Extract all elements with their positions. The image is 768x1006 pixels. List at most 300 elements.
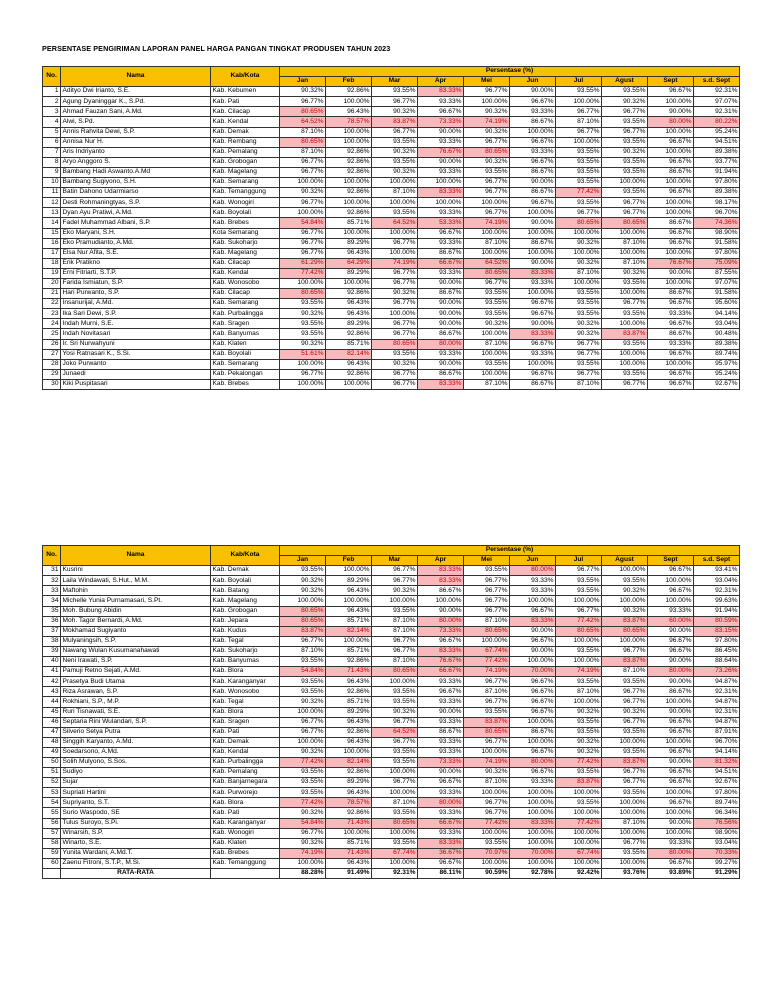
month-percent: 78.57%	[326, 117, 372, 127]
kab-kota: Kab. Cilacap	[211, 258, 280, 268]
month-percent: 96.77%	[280, 828, 326, 838]
month-percent: 96.67%	[648, 717, 694, 727]
month-percent: 100.00%	[556, 248, 602, 258]
month-percent: 96.77%	[556, 107, 602, 117]
month-percent: 96.67%	[510, 309, 556, 319]
month-percent: 89.29%	[326, 576, 372, 586]
month-percent: 93.55%	[556, 717, 602, 727]
table-row	[43, 828, 740, 838]
month-percent: 80.65%	[280, 606, 326, 616]
month-percent: 90.32%	[556, 319, 602, 329]
month-percent: 96.43%	[326, 586, 372, 596]
person-name: Neni Irawati, S.P.	[61, 657, 211, 667]
month-percent: 93.55%	[372, 137, 418, 147]
table-row	[43, 626, 740, 636]
month-percent: 93.33%	[418, 677, 464, 687]
person-name: Aris Indriyanto	[61, 147, 211, 157]
cumulative-percent: 91.58%	[694, 238, 740, 248]
month-percent: 100.00%	[648, 808, 694, 818]
row-number: 31	[43, 566, 61, 576]
cumulative-percent: 94.51%	[694, 768, 740, 778]
month-percent: 87.10%	[372, 798, 418, 808]
kab-kota: Kab. Sragen	[211, 319, 280, 329]
month-percent: 96.67%	[510, 157, 556, 167]
month-percent: 100.00%	[556, 278, 602, 288]
month-percent: 100.00%	[510, 596, 556, 606]
month-percent: 96.77%	[280, 238, 326, 248]
month-percent: 86.67%	[648, 289, 694, 299]
table-row	[43, 208, 740, 218]
cumulative-percent: 98.17%	[694, 198, 740, 208]
month-percent: 100.00%	[326, 178, 372, 188]
month-percent: 86.67%	[648, 167, 694, 177]
month-percent: 96.77%	[372, 299, 418, 309]
table-row	[43, 268, 740, 278]
month-percent: 100.00%	[648, 178, 694, 188]
month-percent: 64.52%	[372, 727, 418, 737]
col-month-header: s.d. Sept	[694, 556, 740, 566]
month-percent: 83.33%	[418, 566, 464, 576]
month-percent: 100.00%	[326, 747, 372, 757]
month-percent: 90.00%	[418, 157, 464, 167]
month-percent: 100.00%	[556, 788, 602, 798]
month-percent: 90.00%	[510, 178, 556, 188]
month-percent: 96.67%	[418, 107, 464, 117]
month-percent: 96.43%	[326, 309, 372, 319]
table-row	[43, 369, 740, 379]
month-percent: 100.00%	[602, 566, 648, 576]
month-percent: 96.77%	[464, 737, 510, 747]
month-percent: 90.32%	[280, 339, 326, 349]
col-month-header: Feb	[326, 77, 372, 87]
month-percent: 93.55%	[602, 677, 648, 687]
month-percent: 100.00%	[326, 137, 372, 147]
month-percent: 96.67%	[648, 87, 694, 97]
month-percent: 87.10%	[464, 339, 510, 349]
month-percent: 100.00%	[510, 208, 556, 218]
kab-kota: Kab. Kendal	[211, 117, 280, 127]
row-number: 3	[43, 107, 61, 117]
month-percent: 93.55%	[280, 778, 326, 788]
month-percent: 93.55%	[372, 87, 418, 97]
cumulative-percent: 90.48%	[694, 329, 740, 339]
month-percent: 100.00%	[372, 178, 418, 188]
month-percent: 100.00%	[556, 228, 602, 238]
month-percent: 100.00%	[648, 97, 694, 107]
row-number: 17	[43, 248, 61, 258]
cumulative-percent: 98.90%	[694, 228, 740, 238]
cumulative-percent: 74.36%	[694, 218, 740, 228]
person-name: Riza Asrawan, S.P.	[61, 687, 211, 697]
cumulative-percent: 89.38%	[694, 188, 740, 198]
month-percent: 96.77%	[464, 178, 510, 188]
col-month-header: Jan	[280, 556, 326, 566]
row-number: 7	[43, 147, 61, 157]
month-percent: 96.77%	[464, 596, 510, 606]
table-row	[43, 299, 740, 309]
month-percent: 96.67%	[648, 137, 694, 147]
month-percent: 87.10%	[464, 616, 510, 626]
month-percent: 96.77%	[372, 97, 418, 107]
kab-kota: Kab. Pati	[211, 808, 280, 818]
kab-kota: Kab. Demak	[211, 566, 280, 576]
month-percent: 87.10%	[372, 657, 418, 667]
month-percent: 90.32%	[464, 127, 510, 137]
month-percent: 87.10%	[602, 667, 648, 677]
month-percent: 73.33%	[418, 626, 464, 636]
month-percent: 96.77%	[372, 329, 418, 339]
month-percent: 100.00%	[556, 657, 602, 667]
month-percent: 90.00%	[510, 218, 556, 228]
month-percent: 100.00%	[602, 248, 648, 258]
person-name: Aryo Anggoro S.	[61, 157, 211, 167]
table-row	[43, 97, 740, 107]
month-percent: 93.55%	[602, 157, 648, 167]
col-month-header: Jun	[510, 77, 556, 87]
cumulative-percent: 88.64%	[694, 657, 740, 667]
month-percent: 93.55%	[464, 359, 510, 369]
row-number: 60	[43, 858, 61, 868]
month-percent: 93.55%	[602, 369, 648, 379]
month-percent: 93.55%	[556, 646, 602, 656]
month-percent: 100.00%	[510, 798, 556, 808]
month-percent: 96.67%	[648, 747, 694, 757]
table-row	[43, 238, 740, 248]
table-row	[43, 798, 740, 808]
kab-kota: Kab. Blora	[211, 707, 280, 717]
month-percent: 100.00%	[464, 228, 510, 238]
month-percent: 100.00%	[280, 278, 326, 288]
month-percent: 89.29%	[326, 238, 372, 248]
month-percent: 100.00%	[556, 697, 602, 707]
row-number: 33	[43, 586, 61, 596]
kab-kota: Kab. Kendal	[211, 268, 280, 278]
kab-kota: Kab. Wonogiri	[211, 198, 280, 208]
col-month-header: Sept	[648, 556, 694, 566]
cumulative-percent: 91.94%	[694, 167, 740, 177]
month-percent: 100.00%	[602, 319, 648, 329]
month-percent: 96.77%	[602, 299, 648, 309]
cumulative-percent: 93.04%	[694, 319, 740, 329]
person-name: Silverio Setya Putra	[61, 727, 211, 737]
kab-kota: Kab. Boyolali	[211, 576, 280, 586]
month-percent: 100.00%	[418, 178, 464, 188]
kab-kota: Kab. Kendal	[211, 747, 280, 757]
kab-kota: Kab. Cilacap	[211, 289, 280, 299]
month-percent: 100.00%	[602, 798, 648, 808]
row-number: 22	[43, 299, 61, 309]
cumulative-percent: 92.31%	[694, 107, 740, 117]
month-percent: 96.77%	[372, 238, 418, 248]
month-percent: 80.65%	[280, 107, 326, 117]
month-percent: 93.55%	[280, 788, 326, 798]
month-percent: 96.77%	[280, 157, 326, 167]
month-percent: 100.00%	[556, 838, 602, 848]
row-number: 47	[43, 727, 61, 737]
cumulative-percent: 96.70%	[694, 208, 740, 218]
person-name: Hari Purwanto, S.P.	[61, 289, 211, 299]
table-row	[43, 379, 740, 389]
month-percent: 54.84%	[280, 218, 326, 228]
person-name: Winarsih, S.P.	[61, 828, 211, 838]
col-month-header: Jul	[556, 77, 602, 87]
person-name: Surio Waspodo, SE	[61, 808, 211, 818]
table-row	[43, 788, 740, 798]
month-percent: 74.19%	[464, 667, 510, 677]
month-percent: 83.33%	[510, 616, 556, 626]
row-number: 29	[43, 369, 61, 379]
month-percent: 96.77%	[464, 87, 510, 97]
month-percent: 74.19%	[280, 848, 326, 858]
row-number: 14	[43, 218, 61, 228]
kab-kota: Kab. Pemalang	[211, 768, 280, 778]
month-percent: 93.55%	[280, 329, 326, 339]
month-percent: 93.55%	[556, 178, 602, 188]
month-percent: 89.29%	[326, 319, 372, 329]
month-percent: 96.77%	[464, 808, 510, 818]
row-number: 10	[43, 178, 61, 188]
kab-kota: Kab. Wonosobo	[211, 278, 280, 288]
month-percent: 87.10%	[464, 379, 510, 389]
month-percent: 92.86%	[326, 727, 372, 737]
cumulative-percent: 92.67%	[694, 379, 740, 389]
month-percent: 93.55%	[556, 586, 602, 596]
month-percent: 86.67%	[418, 369, 464, 379]
table-row	[43, 349, 740, 359]
kab-kota: Kota Semarang	[211, 228, 280, 238]
month-percent: 90.32%	[602, 268, 648, 278]
month-percent: 96.67%	[510, 768, 556, 778]
row-number: 57	[43, 828, 61, 838]
month-percent: 96.77%	[556, 349, 602, 359]
kab-kota: Kab. Wonosobo	[211, 687, 280, 697]
month-percent: 100.00%	[372, 309, 418, 319]
person-name: Joko Purwanto	[61, 359, 211, 369]
month-percent: 96.43%	[326, 606, 372, 616]
month-percent: 96.67%	[648, 369, 694, 379]
month-percent: 93.33%	[418, 737, 464, 747]
table-row	[43, 107, 740, 117]
row-number: 52	[43, 778, 61, 788]
month-percent: 100.00%	[556, 97, 602, 107]
person-name: Tulus Suroyo, S.Pi.	[61, 818, 211, 828]
month-percent: 96.43%	[326, 299, 372, 309]
month-percent: 100.00%	[602, 808, 648, 818]
month-percent: 100.00%	[510, 127, 556, 137]
month-percent: 100.00%	[464, 248, 510, 258]
kab-kota: Kab. Semarang	[211, 178, 280, 188]
month-percent: 86.67%	[418, 586, 464, 596]
month-percent: 100.00%	[556, 137, 602, 147]
month-percent: 93.33%	[510, 576, 556, 586]
month-percent: 96.67%	[510, 707, 556, 717]
kab-kota: Kab. Banyumas	[211, 329, 280, 339]
kab-kota: Kab. Wonogiri	[211, 828, 280, 838]
month-percent: 96.67%	[648, 379, 694, 389]
kab-kota: Kab. Pati	[211, 97, 280, 107]
col-month-header: Agust	[602, 77, 648, 87]
month-percent: 89.29%	[326, 707, 372, 717]
month-percent: 96.43%	[326, 858, 372, 868]
table-row	[43, 757, 740, 767]
month-percent: 100.00%	[648, 828, 694, 838]
month-percent: 93.55%	[372, 157, 418, 167]
month-percent: 96.77%	[602, 646, 648, 656]
col-month-header: Jun	[510, 556, 556, 566]
month-percent: 90.32%	[280, 697, 326, 707]
cumulative-percent: 87.91%	[694, 727, 740, 737]
month-percent: 93.55%	[464, 566, 510, 576]
month-percent: 92.86%	[326, 147, 372, 157]
month-percent: 77.42%	[556, 616, 602, 626]
month-percent: 100.00%	[510, 248, 556, 258]
month-percent: 93.33%	[418, 137, 464, 147]
table-row	[43, 687, 740, 697]
col-month-header: s.d. Sept	[694, 77, 740, 87]
month-percent: 100.00%	[602, 349, 648, 359]
person-name: Moh. Tagor Bernardi, A.Md.	[61, 616, 211, 626]
month-percent: 96.77%	[372, 737, 418, 747]
month-percent: 53.33%	[418, 218, 464, 228]
month-percent: 86.67%	[648, 329, 694, 339]
month-percent: 93.33%	[418, 697, 464, 707]
row-number: 23	[43, 309, 61, 319]
month-percent: 77.42%	[280, 798, 326, 808]
month-percent: 96.77%	[280, 727, 326, 737]
month-percent: 90.32%	[372, 289, 418, 299]
month-percent: 96.67%	[648, 228, 694, 238]
month-percent: 93.33%	[418, 349, 464, 359]
kab-kota: Kab. Pemalang	[211, 147, 280, 157]
month-percent: 93.33%	[510, 107, 556, 117]
month-percent: 80.00%	[510, 757, 556, 767]
table-row	[43, 319, 740, 329]
cumulative-percent: 93.41%	[694, 566, 740, 576]
month-percent: 83.33%	[510, 818, 556, 828]
month-percent: 92.86%	[326, 687, 372, 697]
month-percent: 92.86%	[326, 329, 372, 339]
person-name: Ruri Tisnawati, S.E.	[61, 707, 211, 717]
month-percent: 96.77%	[602, 687, 648, 697]
table-row	[43, 248, 740, 258]
month-percent: 83.33%	[418, 87, 464, 97]
month-percent: 92.86%	[326, 208, 372, 218]
table-row	[43, 636, 740, 646]
cumulative-percent: 80.59%	[694, 616, 740, 626]
person-name: Annis Rahvita Dewi, S.P.	[61, 127, 211, 137]
month-percent: 90.00%	[418, 278, 464, 288]
table-row	[43, 147, 740, 157]
empty-cell	[43, 869, 61, 879]
row-number: 30	[43, 379, 61, 389]
month-percent: 87.10%	[556, 687, 602, 697]
month-percent: 100.00%	[280, 379, 326, 389]
month-percent: 100.00%	[372, 858, 418, 868]
month-percent: 100.00%	[648, 248, 694, 258]
table-row	[43, 258, 740, 268]
table-row	[43, 289, 740, 299]
month-percent: 96.43%	[326, 717, 372, 727]
month-percent: 90.00%	[510, 258, 556, 268]
table-row	[43, 566, 740, 576]
month-percent: 96.77%	[556, 208, 602, 218]
month-percent: 73.33%	[418, 757, 464, 767]
cumulative-percent: 87.55%	[694, 268, 740, 278]
cumulative-percent: 89.74%	[694, 349, 740, 359]
month-percent: 100.00%	[372, 248, 418, 258]
month-percent: 80.65%	[280, 137, 326, 147]
col-no-header: No.	[43, 67, 61, 87]
month-percent: 100.00%	[602, 359, 648, 369]
month-percent: 100.00%	[326, 97, 372, 107]
month-percent: 93.33%	[418, 828, 464, 838]
month-percent: 92.86%	[326, 87, 372, 97]
month-percent: 100.00%	[464, 788, 510, 798]
month-percent: 96.67%	[418, 636, 464, 646]
row-number: 26	[43, 339, 61, 349]
month-percent: 100.00%	[510, 657, 556, 667]
kab-kota: Kab. Semarang	[211, 299, 280, 309]
month-percent: 90.00%	[648, 107, 694, 117]
month-percent: 100.00%	[464, 97, 510, 107]
row-number: 34	[43, 596, 61, 606]
person-name: Rokhiani, S.P., M.P.	[61, 697, 211, 707]
month-percent: 96.67%	[648, 566, 694, 576]
average-percent: 93.76%	[602, 869, 648, 879]
month-percent: 90.32%	[556, 238, 602, 248]
month-percent: 96.67%	[510, 677, 556, 687]
month-percent: 90.32%	[280, 586, 326, 596]
person-name: Solih Mulyono, S.Sos.	[61, 757, 211, 767]
table-row	[43, 198, 740, 208]
month-percent: 96.77%	[556, 127, 602, 137]
kab-kota: Kab. Jepara	[211, 616, 280, 626]
month-percent: 77.42%	[280, 757, 326, 767]
month-percent: 87.10%	[372, 188, 418, 198]
month-percent: 96.77%	[464, 606, 510, 616]
month-percent: 96.67%	[648, 646, 694, 656]
month-percent: 100.00%	[280, 707, 326, 717]
month-percent: 90.32%	[372, 586, 418, 596]
month-percent: 85.71%	[326, 616, 372, 626]
month-percent: 86.67%	[510, 188, 556, 198]
person-name: Singgih Karyanto, A.Md.	[61, 737, 211, 747]
kab-kota: Kab. Pati	[211, 727, 280, 737]
month-percent: 96.67%	[510, 339, 556, 349]
person-name: Pamuji Retno Sejati, A.Md.	[61, 667, 211, 677]
month-percent: 90.32%	[464, 319, 510, 329]
month-percent: 87.10%	[602, 258, 648, 268]
month-percent: 100.00%	[326, 596, 372, 606]
month-percent: 93.55%	[602, 727, 648, 737]
kab-kota: Kab. Cilacap	[211, 107, 280, 117]
month-percent: 96.77%	[372, 278, 418, 288]
month-percent: 87.10%	[464, 778, 510, 788]
person-name: Maftohin	[61, 586, 211, 596]
month-percent: 86.67%	[510, 238, 556, 248]
month-percent: 96.67%	[510, 369, 556, 379]
month-percent: 90.32%	[280, 188, 326, 198]
row-number: 5	[43, 127, 61, 137]
row-number: 37	[43, 626, 61, 636]
cumulative-percent: 94.14%	[694, 309, 740, 319]
table-row	[43, 727, 740, 737]
month-percent: 74.19%	[372, 258, 418, 268]
month-percent: 100.00%	[372, 828, 418, 838]
month-percent: 90.32%	[280, 838, 326, 848]
kab-kota: Kab. Blora	[211, 798, 280, 808]
row-number: 28	[43, 359, 61, 369]
